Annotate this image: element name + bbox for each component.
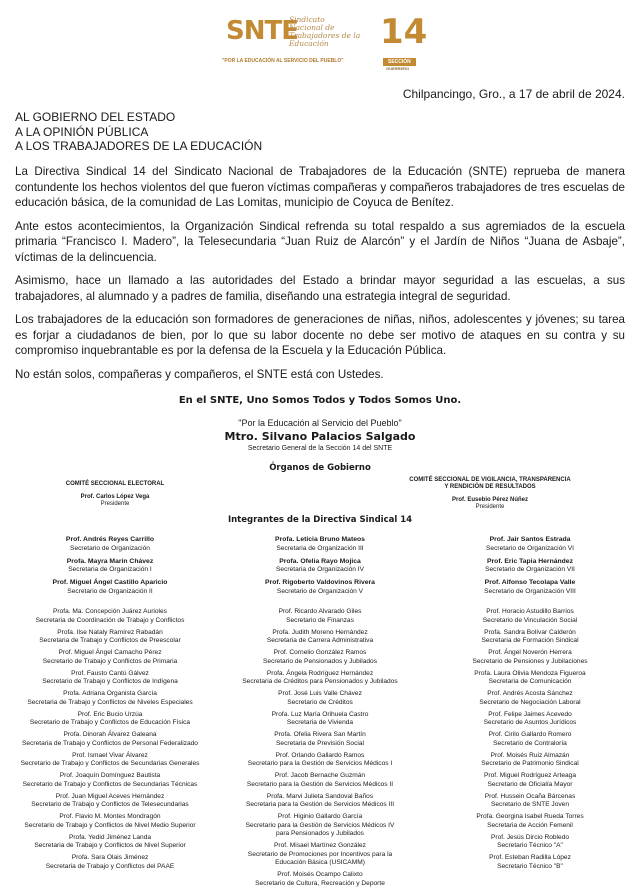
member-role: Secretario de Organización VI [486, 544, 574, 552]
member-role: Secretaria de Formación Sindical [481, 637, 579, 644]
member-role: Secretario Técnico "B" [497, 862, 563, 870]
member-role: Secretaria de Trabajo y Conflictos de Niveles Especiales [27, 698, 193, 706]
member-role: Secretario de Organización II [67, 587, 153, 595]
member-entry [210, 772, 430, 789]
member-entry [420, 854, 640, 871]
member-role: Secretario de Negociación Laboral [479, 698, 581, 706]
member-entry [0, 690, 220, 707]
member-entry [0, 629, 220, 646]
letter-date: Chilpancingo, Gro., a 17 de abril de 2024. [402, 87, 625, 101]
member-entry [0, 711, 220, 728]
member-role: Secretario Técnico "A" [497, 842, 563, 849]
member-name: Prof. Misael Martínez González [274, 842, 366, 849]
member-name: Prof. Cirilo Gallardo Romero [488, 731, 572, 738]
member-role: Secretario de Cultura, Recreación y Deporte [255, 879, 385, 887]
member-entry [420, 793, 640, 810]
logo-section-label: SECCIÓN [383, 58, 416, 66]
member-entry [420, 670, 640, 687]
logo-motto: "POR LA EDUCACIÓN AL SERVICIO DEL PUEBLO" [222, 58, 344, 64]
member-entry [210, 690, 430, 707]
paragraph: Ante estos acontecimientos, la Organización Sindical refrenda su total respaldo a sus agremiados de la escuela primaria “Francisco I. Madero”, la Telesecundaria “Juan Ruiz de Alarcón” y el Jardín de Niños “Juana de Asbaje”, víctimas de la delincuencia. [15, 219, 625, 264]
member-entry [210, 608, 430, 625]
logo-brand: SNTE [226, 16, 298, 46]
member-entry [210, 579, 430, 596]
member-name: Prof. Esteban Radilla López [489, 854, 571, 861]
member-entry [0, 536, 220, 553]
member-name: Prof. Ricardo Alvarado Giles [278, 608, 362, 615]
addressee: A LOS TRABAJADORES DE LA EDUCACIÓN [15, 139, 263, 153]
member-name: Prof. Andrés Acosta Sánchez [487, 690, 573, 697]
member-entry [210, 731, 430, 748]
member-role: Secretario para la Gestión de Servicios Médicos II [246, 780, 394, 788]
member-role: Secretario de Patrimonio Sindical [481, 760, 579, 767]
member-entry [0, 649, 220, 666]
member-name: Profa. Sandra Bolívar Calderón [484, 628, 576, 636]
member-role: Secretario de Trabajo y Conflictos de Indígena [42, 678, 178, 685]
member-entry [210, 649, 430, 666]
member-name: Prof. Jacob Bernache Guzmán [274, 772, 366, 779]
addressees [15, 110, 262, 154]
member-entry [420, 690, 640, 707]
member-role: Secretario para la Gestión de Servicios Médicos I [247, 760, 393, 767]
logo-subtitle: Sindicato Nacional de Trabajadores de la Educación [289, 15, 361, 48]
snte-logo [222, 12, 452, 76]
member-name: Prof. Juan Miguel Aceves Hernández [55, 792, 165, 800]
member-name: Prof. Joaquín Domínguez Bautista [59, 772, 161, 779]
member-entry [210, 793, 430, 810]
member-role: Secretario de Trabajo y Conflictos de Telesecundarias [31, 801, 189, 808]
member-role: Secretario de Asuntos Jurídicos [483, 719, 577, 726]
closing-quote: "Por la Educación al Servicio del Pueblo" [238, 418, 402, 428]
member-role: Secretario para la Gestión de Servicios Médicos IV para Pensionados y Jubilados [245, 821, 395, 837]
directiva-column-3 [420, 536, 640, 875]
member-role: Secretaria de Coordinación de Trabajo y Conflictos [35, 616, 185, 624]
member-name: Profa. Ilse Nataly Ramírez Rabadán [57, 628, 163, 636]
member-role: Secretario de Trabajo y Conflictos de Secundarias Técnicas [22, 780, 198, 788]
member-entry [0, 854, 220, 871]
member-entry [0, 772, 220, 789]
signer-role: Secretario General de la Sección 14 del SNTE [247, 445, 393, 452]
member-name: Prof. Jesús Dircio Robledo [490, 833, 570, 841]
committee-member: Prof. Eusebio Pérez Núñez [451, 497, 529, 503]
committee-electoral [40, 481, 190, 508]
member-role: Secretario de Trabajo y Conflictos de Primaria [42, 657, 178, 665]
member-role: Secretario de Oficialía Mayor [487, 780, 573, 788]
member-role: Secretario de Contraloría [493, 739, 567, 747]
committee-member: Prof. Carlos López Vega [80, 494, 150, 500]
directiva-title: Integrantes de la Directiva Sindical 14 [227, 515, 413, 525]
member-name: Prof. Cornelio González Ramos [273, 649, 367, 656]
member-role: Secretario de Organización VIII [484, 587, 576, 595]
member-role: Secretaria de Organización IV [276, 566, 364, 573]
member-entry [420, 536, 640, 553]
member-name: Prof. Flavio M. Montes Mondragón [59, 813, 161, 820]
member-name: Prof. Hussein Ocaña Bárcenas [484, 792, 576, 800]
logo-section-number: 14 [380, 12, 428, 52]
member-entry [420, 711, 640, 728]
member-role: Secretario de Promociones por Incentivos para la Educación Básica (USICAMM) [247, 850, 393, 866]
member-entry [0, 608, 220, 625]
member-role: Secretaria de Comunicación [488, 678, 572, 685]
member-entry [210, 670, 430, 687]
member-name: Prof. Moisés Ruiz Almazán [490, 751, 570, 759]
member-name: Profa. Mayra Marín Chávez [66, 557, 154, 565]
member-role: Secretario de Vinculación Social [482, 616, 578, 624]
member-name: Prof. Horacio Astudillo Barrios [486, 608, 574, 615]
member-name: Profa. Judith Moreno Hernández [272, 628, 368, 636]
member-entry [420, 752, 640, 769]
member-entry [0, 579, 220, 596]
member-role: Secretario de Pensionados y Jubilados [263, 657, 377, 665]
member-name: Profa. Laura Olivia Mendoza Figueroa [474, 669, 586, 677]
member-name: Profa. Georgina Isabel Rueda Torres [476, 813, 584, 820]
member-name: Prof. Ismael Vivar Álvarez [72, 751, 148, 759]
member-entry [210, 752, 430, 769]
paragraph: Asimismo, hace un llamado a las autoridades del Estado a brindar mayor seguridad a las escuelas, a sus trabajadores, al alumnado y a padres de familia, diseñando una estrategia integral de seguridad. [15, 274, 625, 303]
member-role: Secretaria de Carrera Administrativa [266, 637, 374, 644]
committee-title: COMITÉ SECCIONAL ELECTORAL [65, 481, 165, 487]
member-name: Prof. Eric Tapia Hernández [487, 557, 573, 565]
member-entry [420, 558, 640, 575]
member-name: Prof. Miguel Ángel Camacho Pérez [58, 649, 162, 656]
member-entry [210, 629, 430, 646]
member-name: Prof. Moisés Ocampo Calixto [277, 871, 363, 878]
member-role: Secretaria de Trabajo y Conflictos de Preescolar [39, 637, 181, 644]
paragraph: Los trabajadores de la educación son formadores de generaciones de niñas, niños, adolescentes y jóvenes; su tarea es forjar a ciudadanos de bien, por lo que su labor docente no debe ser motivo de ataques en su contra y su compromiso inquebrantable es por la defensa de la Escuela y la Educación Pública. [15, 313, 625, 357]
member-name: Profa. Dinorah Álvarez Galeana [63, 731, 157, 738]
member-role: Secretario de Organización VII [485, 566, 575, 573]
directiva-column-2 [210, 536, 430, 892]
member-role: Secretario de Trabajo y Conflictos de Secundarias Generales [20, 760, 200, 767]
member-name: Prof. Miguel Ángel Castillo Aparicio [52, 579, 168, 586]
member-name: Prof. Eric Bucio Urzúa [77, 710, 143, 718]
member-entry [420, 629, 640, 646]
member-name: Prof. Felipe Jaimes Acevedo [488, 710, 572, 718]
member-entry [210, 871, 430, 888]
member-role: Secretaria de Previsión Social [276, 739, 364, 747]
member-role: Secretario de Organización [70, 544, 150, 552]
paragraph: No están solos, compañeras y compañeros, el SNTE está con Ustedes. [15, 367, 384, 381]
closing-motto: En el SNTE, Uno Somos Todos y Todos Somos Uno. [178, 395, 462, 406]
member-role: Secretaria de Organización I [68, 566, 152, 573]
member-role: Secretaria para la Gestión de Servicios Médicos III [245, 801, 395, 808]
committee-title: COMITÉ SECCIONAL DE VIGILANCIA, TRANSPARENCIA Y RENDICIÓN DE RESULTADOS [409, 477, 571, 490]
logo-state: GUERRERO [386, 66, 410, 71]
member-role: Secretario de Créditos [287, 698, 353, 706]
directiva-column-1 [0, 536, 220, 875]
member-role: Secretaria de Trabajo y Conflictos de Personal Federalizado [22, 739, 198, 747]
member-entry [0, 558, 220, 575]
member-name: Profa. Luz María Orihuela Castro [271, 710, 369, 718]
committee-vigilancia [390, 477, 590, 511]
committee-role: Presidente [100, 501, 130, 507]
member-entry [0, 793, 220, 810]
addressee: A LA OPINIÓN PÚBLICA [15, 124, 149, 139]
member-role: Secretario de SNTE Joven [490, 801, 570, 808]
member-name: Prof. Rigoberto Valdovinos Rivera [265, 579, 375, 586]
member-entry [420, 649, 640, 666]
member-name: Prof. José Luis Valle Chávez [278, 690, 362, 697]
member-entry [0, 752, 220, 769]
member-entry [210, 711, 430, 728]
member-name: Profa. Yedid Jiménez Landa [68, 833, 152, 841]
member-name: Profa. Ofelia Rayo Mojica [279, 557, 361, 565]
member-entry [210, 558, 430, 575]
member-role: Secretaria de Vivienda [286, 719, 354, 726]
member-entry [0, 731, 220, 748]
member-name: Prof. Alfonso Tecolapa Valle [484, 579, 576, 586]
member-entry [420, 731, 640, 748]
member-entry [420, 579, 640, 596]
member-name: Prof. Miguel Rodríguez Arteaga [484, 772, 576, 779]
member-entry [210, 813, 430, 839]
member-name: Prof. Higinio Gallardo García [277, 813, 363, 820]
member-role: Secretario de Trabajo y Conflictos de Educación Física [29, 719, 191, 726]
member-role: Secretaria de Créditos para Pensionados y Jubilados [242, 678, 398, 685]
member-role: Secretaria de Trabajo y Conflictos de Nivel Superior [34, 842, 186, 849]
member-entry [210, 842, 430, 868]
member-name: Profa. Ángela Rodríguez Hernández [266, 669, 374, 677]
member-role: Secretario de Pensiones y Jubilaciones [472, 657, 588, 665]
member-name: Prof. Fausto Cantú Gálvez [71, 669, 149, 677]
member-name: Profa. Ma. Concepción Juárez Aurioles [53, 608, 167, 615]
member-entry [0, 834, 220, 851]
member-name: Prof. Jair Santos Estrada [489, 536, 571, 543]
member-name: Prof. Ángel Noverón Herrera [488, 649, 572, 656]
member-role: Secretario de Finanzas [286, 616, 354, 624]
organos-title: Órganos de Gobierno [269, 463, 371, 473]
member-name: Profa. Adriana Organista García [63, 690, 157, 697]
member-name: Profa. Ofelia Rivera San Martín [274, 731, 366, 738]
member-entry [420, 834, 640, 851]
member-entry [0, 670, 220, 687]
member-name: Profa. Sara Olais Jiménez [71, 854, 149, 861]
member-role: Secretaria de Trabajo y Conflictos del PAAE [45, 862, 175, 870]
member-name: Profa. Marvi Julieta Sandoval Baños [266, 792, 374, 800]
member-role: Secretaria de Organización III [276, 544, 364, 552]
member-role: Secretario de Trabajo y Conflictos de Nivel Medio Superior [24, 821, 196, 829]
member-name: Profa. Leticia Bruno Mateos [275, 536, 365, 543]
letter-body [15, 164, 625, 390]
member-entry [0, 813, 220, 830]
member-name: Prof. Andrés Reyes Carrillo [65, 536, 155, 543]
member-entry [420, 608, 640, 625]
signer-name: Mtro. Silvano Palacios Salgado [224, 430, 416, 443]
addressee: AL GOBIERNO DEL ESTADO [15, 110, 176, 124]
member-role: Secretaria de Acción Femenil [487, 821, 573, 829]
member-entry [210, 536, 430, 553]
member-entry [420, 772, 640, 789]
member-role: Secretario de Organización V [276, 587, 364, 595]
committee-role: Presidente [475, 504, 505, 510]
paragraph: La Directiva Sindical 14 del Sindicato Nacional de Trabajadores de la Educación (SNTE) reprueba de manera contundente los hechos violentos del que fueron víctimas compañeras y compañeros trabajadores de tres escuelas de educación básica, de la comunidad de Las Lomitas, municipio de Coyuca de Benítez. [15, 165, 625, 209]
member-entry [420, 813, 640, 830]
member-name: Prof. Orlando Gallardo Ramos [275, 751, 365, 759]
